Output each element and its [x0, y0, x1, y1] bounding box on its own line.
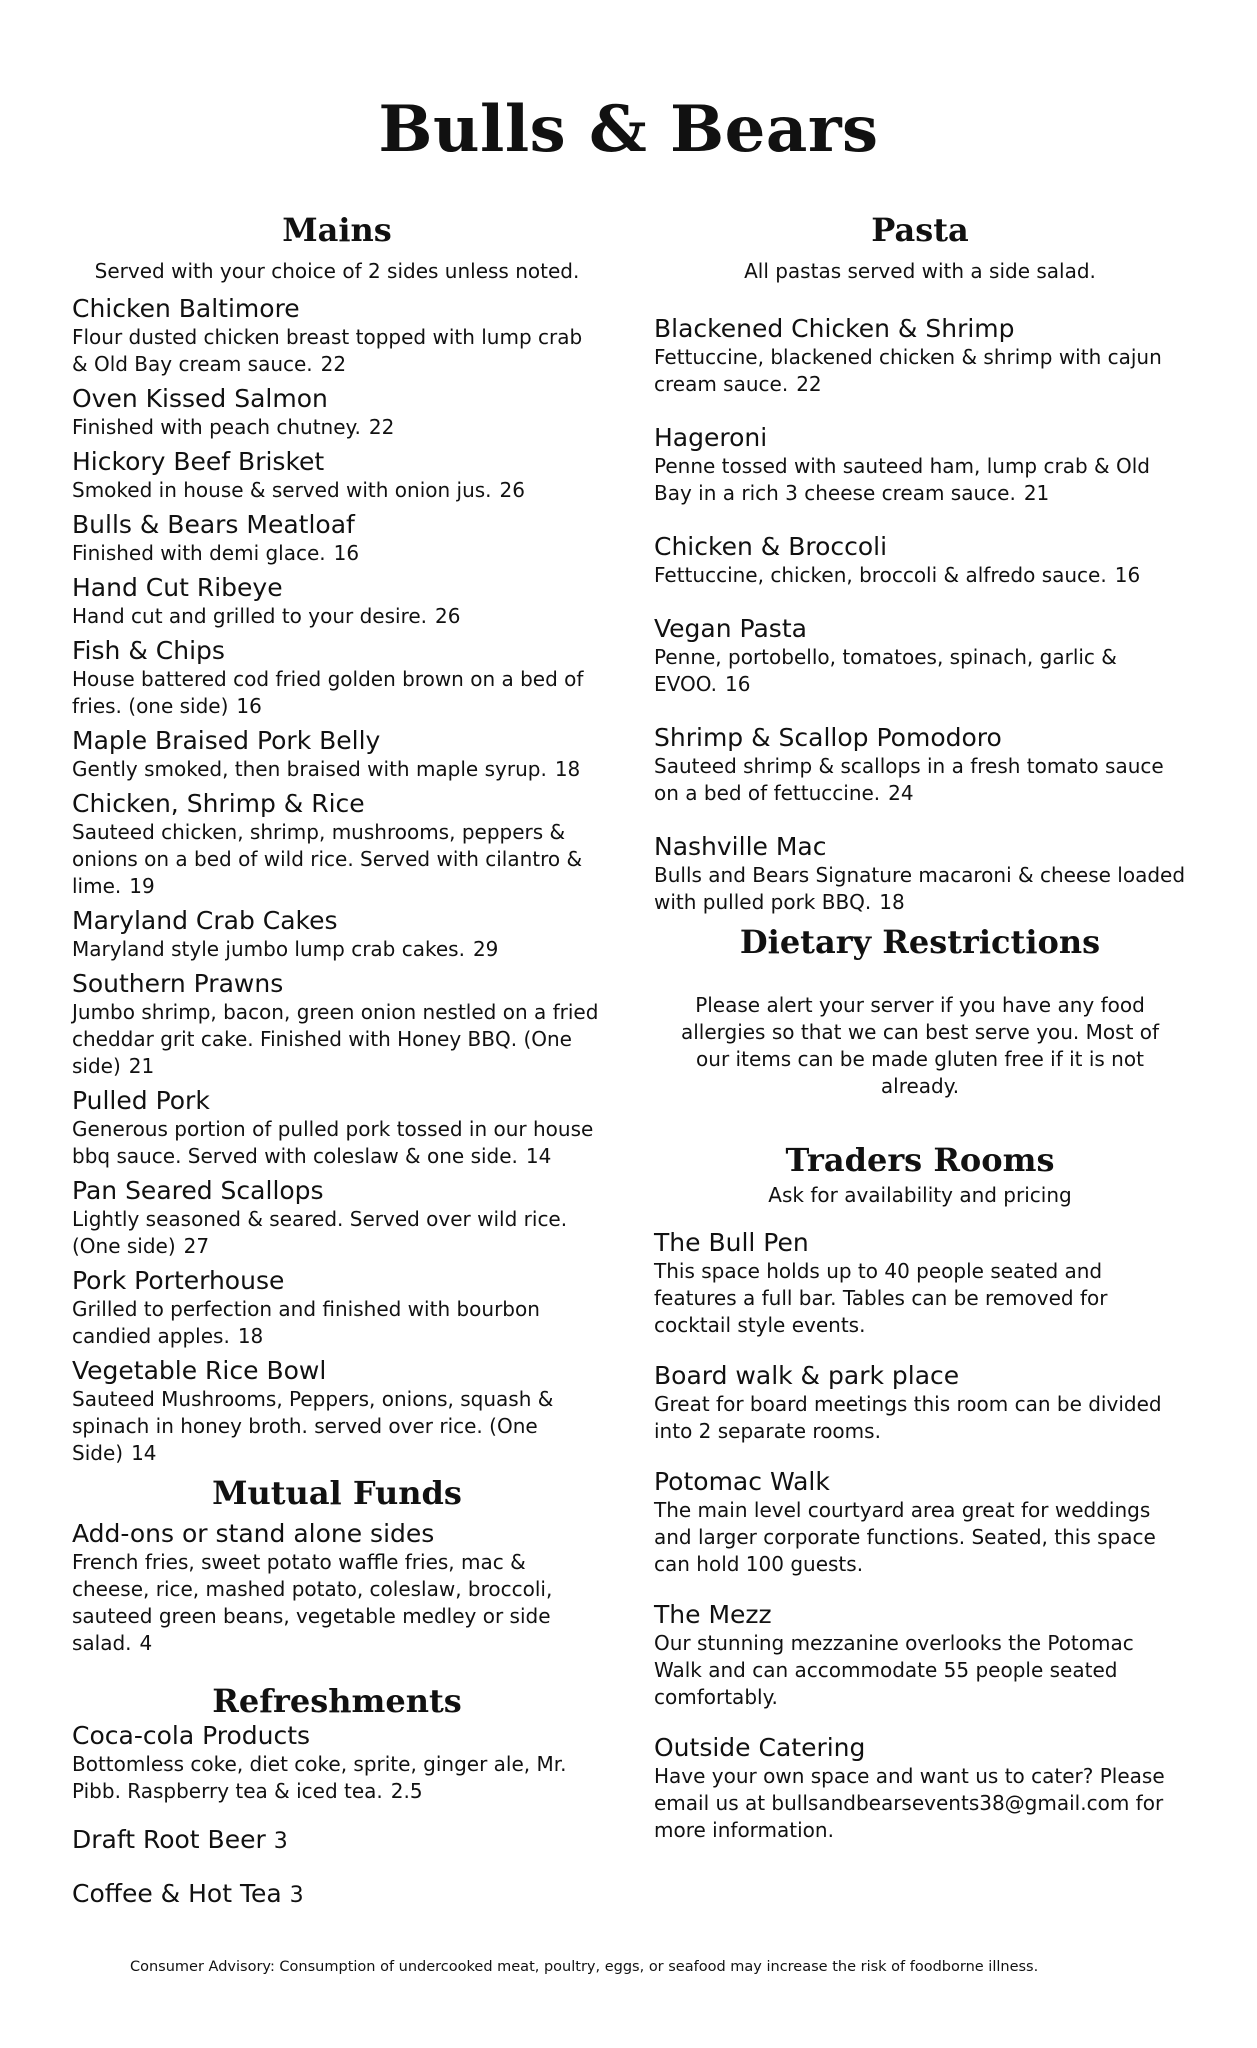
item-price: 3 [273, 1829, 288, 1854]
item-price: 16 [725, 672, 751, 696]
item-desc: Smoked in house & served with onion jus. 26 [72, 478, 525, 502]
pasta-heading: Pasta [871, 211, 969, 249]
item-desc: Bulls and Bears Signature macaroni & cheese loaded with pulled pork BBQ. 18 [654, 863, 1186, 914]
item-desc: Sauteed chicken, shrimp, mushrooms, peppers & onions on a bed of wild rice. Served with cilantro & lime. 19 [72, 820, 583, 898]
item-name: Coffee & Hot Tea [72, 1879, 282, 1908]
item-name: Vegan Pasta [654, 614, 807, 643]
item-desc: Generous portion of pulled pork tossed in our house bbq sauce. Served with coleslaw & one side. 14 [72, 1117, 594, 1168]
refreshments-heading: Refreshments [212, 1682, 462, 1720]
item-price: 14 [131, 1441, 157, 1465]
item-desc: Maryland style jumbo lump crab cakes. 29 [72, 937, 499, 961]
item-price: 26 [499, 478, 525, 502]
item-price: 18 [237, 1324, 264, 1348]
menu-item [72, 384, 602, 441]
room-desc: This space holds up to 40 people seated and features a full bar. Tables can be removed for cocktail style events. [654, 1259, 1108, 1337]
item-name: Pan Seared Scallops [72, 1176, 324, 1205]
item-desc: Sauteed shrimp & scallops in a fresh tomato sauce on a bed of fettuccine. 24 [654, 754, 1164, 805]
menu-item [72, 1519, 602, 1657]
menu-item [72, 1266, 602, 1350]
item-desc: Hand cut and grilled to your desire. 26 [72, 604, 461, 628]
room-desc: Have your own space and want us to cater? Please email us at bullsandbearsevents38@gmail.com for more information. [654, 1764, 1165, 1842]
consumer-advisory: Consumer Advisory: Consumption of undercooked meat, poultry, eggs, or seafood may increase the risk of foodborne illness. [130, 1959, 1039, 1975]
menu-item [72, 573, 602, 630]
traders-rooms-note: Ask for availability and pricing [768, 1183, 1072, 1207]
item-price: 19 [129, 874, 155, 898]
item-name: Coca-cola Products [72, 1721, 311, 1750]
item-name: Hand Cut Ribeye [72, 573, 283, 602]
menu-item [72, 510, 602, 567]
room-item [654, 1733, 1186, 1844]
item-price: 22 [320, 352, 347, 376]
menu-item [72, 1825, 602, 1857]
menu-item [72, 1721, 602, 1805]
item-desc: Lightly seasoned & seared. Served over wild rice. (One side) 27 [72, 1207, 568, 1258]
menu-item [72, 726, 602, 783]
item-name: Nashville Mac [654, 832, 827, 861]
item-name: Maple Braised Pork Belly [72, 726, 381, 755]
room-name: Potomac Walk [654, 1467, 830, 1496]
menu-item [654, 532, 1186, 589]
menu-item [654, 614, 1186, 698]
item-price: 22 [796, 372, 822, 396]
item-price: 29 [472, 937, 499, 961]
item-price: 16 [1114, 563, 1141, 587]
room-name: The Bull Pen [654, 1228, 809, 1257]
item-name: Hageroni [654, 423, 768, 452]
right-column [654, 210, 1186, 1866]
item-name: Pulled Pork [72, 1086, 210, 1115]
item-name: Blackened Chicken & Shrimp [654, 314, 1015, 343]
menu-item [654, 314, 1186, 398]
room-name: Outside Catering [654, 1733, 866, 1762]
room-name: Board walk & park place [654, 1361, 960, 1390]
menu-item [72, 447, 602, 504]
item-price: 18 [879, 890, 905, 914]
item-price: 27 [183, 1234, 210, 1258]
item-name: Draft Root Beer [72, 1825, 266, 1854]
room-item [654, 1600, 1186, 1711]
item-name: Maryland Crab Cakes [72, 906, 338, 935]
menu-item [72, 906, 602, 963]
menu-item [72, 294, 602, 378]
item-price: 16 [333, 541, 360, 565]
item-price: 16 [236, 694, 262, 718]
item-name: Chicken & Broccoli [654, 532, 888, 561]
item-desc: Fettuccine, blackened chicken & shrimp with cajun cream sauce. 22 [654, 345, 1162, 396]
menu-item [72, 1086, 602, 1170]
item-desc: Penne tossed with sauteed ham, lump crab & Old Bay in a rich 3 cheese cream sauce. 21 [654, 454, 1150, 505]
menu-item [654, 832, 1186, 916]
item-name: Shrimp & Scallop Pomodoro [654, 723, 1002, 752]
menu-item [72, 1176, 602, 1260]
item-price: 21 [1023, 481, 1050, 505]
room-item [654, 1228, 1186, 1339]
rooms-list [654, 1228, 1186, 1844]
item-desc: French fries, sweet potato waffle fries, mac & cheese, rice, mashed potato, coleslaw, broccoli, sauteed green beans, vegetable medley or side salad. 4 [72, 1550, 553, 1655]
room-desc: Great for board meetings this room can be divided into 2 separate rooms. [654, 1392, 1162, 1443]
restaurant-title: Bulls & Bears [378, 92, 879, 167]
item-name: Bulls & Bears Meatloaf [72, 510, 355, 539]
item-price: 4 [139, 1631, 153, 1655]
item-desc: Bottomless coke, diet coke, sprite, ginger ale, Mr. Pibb. Raspberry tea & iced tea. 2.5 [72, 1752, 567, 1803]
item-name: Chicken Baltimore [72, 294, 300, 323]
item-price: 24 [888, 781, 914, 805]
room-item [654, 1361, 1186, 1445]
mutual-funds-heading: Mutual Funds [212, 1474, 462, 1512]
menu-item [72, 969, 602, 1080]
item-name: Chicken, Shrimp & Rice [72, 789, 365, 818]
item-price: 18 [554, 757, 581, 781]
item-desc: Fettuccine, chicken, broccoli & alfredo sauce. 16 [654, 563, 1141, 587]
menu-item [72, 789, 602, 900]
item-name: Fish & Chips [72, 636, 225, 665]
item-price: 21 [128, 1054, 155, 1078]
item-desc: Penne, portobello, tomatoes, spinach, garlic & EVOO. 16 [654, 645, 1117, 696]
mains-list [72, 294, 602, 1467]
item-desc: Sauteed Mushrooms, Peppers, onions, squash & spinach in honey broth. served over rice. (One Side) 14 [72, 1387, 554, 1465]
item-name: Oven Kissed Salmon [72, 384, 328, 413]
room-desc: Our stunning mezzanine overlooks the Potomac Walk and can accommodate 55 people seated comfortably. [654, 1631, 1134, 1709]
item-desc: Grilled to perfection and finished with bourbon candied apples. 18 [72, 1297, 540, 1348]
menu-item [72, 1356, 602, 1467]
menu-item [654, 723, 1186, 807]
item-desc: Jumbo shrimp, bacon, green onion nestled on a fried cheddar grit cake. Finished with Honey BBQ. (One side) 21 [72, 1000, 599, 1078]
dietary-text: Please alert your server if you have any food allergies so that we can best serve you. Most of our items can be made gluten free if it is not already. [680, 993, 1160, 1098]
room-name: The Mezz [654, 1600, 772, 1629]
item-price: 3 [289, 1883, 304, 1908]
item-name: Southern Prawns [72, 969, 284, 998]
item-name: Pork Porterhouse [72, 1266, 285, 1295]
pasta-note: All pastas served with a side salad. [744, 259, 1096, 283]
menu-item [72, 636, 602, 720]
item-name: Add-ons or stand alone sides [72, 1519, 435, 1548]
item-price: 26 [435, 604, 461, 628]
room-item [654, 1467, 1186, 1578]
mains-note: Served with your choice of 2 sides unless noted. [94, 259, 580, 283]
item-price: 22 [368, 415, 395, 439]
item-name: Hickory Beef Brisket [72, 447, 325, 476]
pasta-list [654, 314, 1186, 916]
room-desc: The main level courtyard area great for weddings and larger corporate functions. Seated, this space can hold 100 guests. [654, 1498, 1156, 1576]
item-desc: Gently smoked, then braised with maple syrup. 18 [72, 757, 581, 781]
item-price: 2.5 [390, 1779, 423, 1803]
mains-heading: Mains [282, 211, 392, 249]
menu-item [72, 1879, 602, 1911]
item-price: 14 [525, 1144, 552, 1168]
item-desc: House battered cod fried golden brown on a bed of fries. (one side) 16 [72, 667, 584, 718]
dietary-heading: Dietary Restrictions [739, 923, 1101, 961]
traders-rooms-heading: Traders Rooms [785, 1141, 1055, 1179]
item-desc: Finished with demi glace. 16 [72, 541, 360, 565]
left-column [72, 210, 602, 1911]
menu-item [654, 423, 1186, 507]
item-desc: Finished with peach chutney. 22 [72, 415, 395, 439]
item-desc: Flour dusted chicken breast topped with lump crab & Old Bay cream sauce. 22 [72, 325, 583, 376]
item-name: Vegetable Rice Bowl [72, 1356, 327, 1385]
